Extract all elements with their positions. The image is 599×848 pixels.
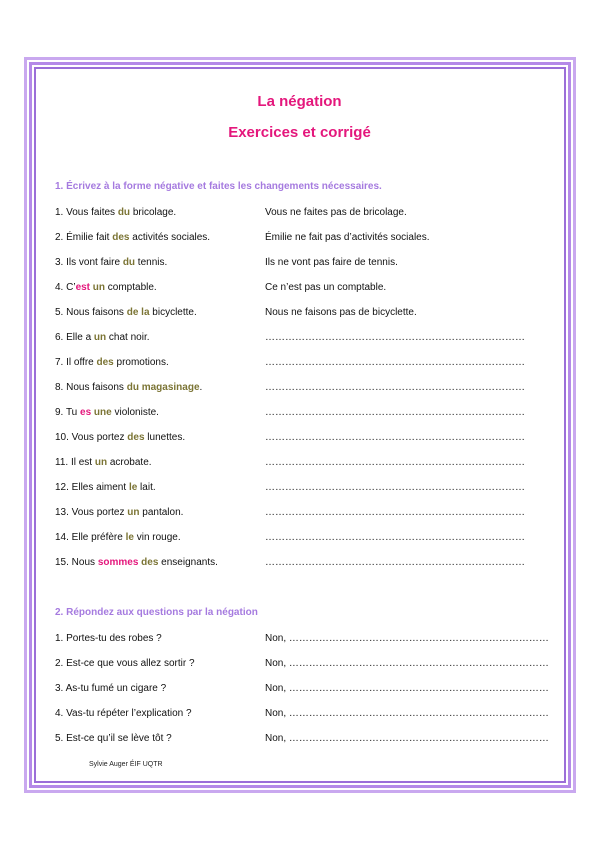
answer-blank: …………………………………………………………………… [265,482,525,493]
exercise-2-row [55,682,549,696]
page-subtitle: Exercices et corrigé [228,124,371,141]
exercise-1-sentence [55,306,197,320]
sentence-text: 15. Nous [55,557,98,568]
highlighted-word: le [128,482,138,493]
exercise-1-row [55,506,535,520]
sentence-text: 9. Tu [55,407,81,418]
exercise-1-row [55,406,535,420]
exercise-1-sentence [55,206,176,220]
highlighted-word: une [93,407,112,418]
answer-blank: …………………………………………………………………… [265,407,525,418]
sentence-text: 5. Nous faisons [55,307,127,318]
sentence-text: violoniste. [111,407,159,418]
highlighted-word: du [117,207,131,218]
sentence-text: activités sociales. [129,232,211,243]
footer-credit: Sylvie Auger ÉIF UQTR [89,761,163,768]
sentence-text: bricolage. [130,207,177,218]
sentence-text: lait. [137,482,156,493]
exercise-1-sentence [55,256,167,270]
exercise-2-question: 1. Portes-tu des robes ? [55,633,162,644]
exercise-1-row [55,556,535,570]
sentence-text: bicyclette. [149,307,197,318]
highlighted-word: le [125,532,134,543]
exercise-2-row [55,657,549,671]
sentence-text: chat noir. [106,332,150,343]
highlighted-word: un [93,332,107,343]
highlighted-word: des [141,557,159,568]
sentence-text: 13. Vous portez [55,507,128,518]
sentence-text: 1. Vous faites [55,207,118,218]
sentence-text: 3. Ils vont faire [55,257,123,268]
highlighted-word: des [96,357,114,368]
sentence-text: 2. Émilie fait [55,232,113,243]
sentence-text: 12. Elles aiment [55,482,129,493]
sentence-text: promotions. [113,357,169,368]
exercise-1-answer: Vous ne faites pas de bricolage. [265,207,407,218]
answer-blank: Non, …………………………………………………………………… [265,658,549,669]
exercise-1-row [55,306,535,320]
sentence-text: 7. Il offre [55,357,97,368]
highlighted-word: du magasinage [126,382,200,393]
sentence-text: 4. C’ [55,282,76,293]
exercise-1-row [55,356,535,370]
sentence-text: enseignants. [158,557,218,568]
exercise-1-sentence [55,431,185,445]
answer-blank: Non, …………………………………………………………………… [265,683,549,694]
sentence-text: 10. Vous portez [55,432,128,443]
answer-blank: …………………………………………………………………… [265,532,525,543]
answer-blank: …………………………………………………………………… [265,507,525,518]
highlighted-word: es [80,407,92,418]
exercise-1-row [55,206,535,220]
answer-blank: …………………………………………………………………… [265,457,525,468]
highlighted-word: de la [126,307,150,318]
sentence-text: 6. Elle a [55,332,94,343]
highlighted-word: des [112,232,130,243]
exercise-2-row [55,732,549,746]
sentence-text: vin rouge. [133,532,181,543]
exercise-1-sentence [55,556,218,570]
sentence-text: 14. Elle préfère [55,532,126,543]
sentence-text: 8. Nous faisons [55,382,127,393]
highlighted-word: un [127,507,140,518]
answer-blank: Non, …………………………………………………………………… [265,733,549,744]
answer-blank: …………………………………………………………………… [265,557,525,568]
exercise-2-row [55,707,549,721]
exercise-1-sentence [55,331,150,345]
page-border-inner [34,67,566,783]
answer-blank: Non, …………………………………………………………………… [265,633,549,644]
exercise-2-question: 5. Est-ce qu’il se lève tôt ? [55,733,172,744]
highlighted-word: du [122,257,136,268]
exercise-1-sentence [55,281,157,295]
sentence-text: pantalon. [139,507,184,518]
exercise-1-row [55,256,535,270]
exercise-1-answer: Ils ne vont pas faire de tennis. [265,257,398,268]
sentence-text: 11. Il est [55,457,95,468]
sentence-text: comptable. [105,282,157,293]
sentence-text: tennis. [135,257,168,268]
exercise-1-answer: Nous ne faisons pas de bicyclette. [265,307,417,318]
sentence-text: lunettes. [144,432,186,443]
sentence-text: acrobate. [107,457,152,468]
sentence-text: . [199,382,203,393]
highlighted-word: des [127,432,145,443]
exercise-1-sentence [55,531,181,545]
exercise-1-answer: Ce n’est pas un comptable. [265,282,387,293]
exercise-1-row [55,431,535,445]
exercise-1-row [55,531,535,545]
answer-blank: Non, …………………………………………………………………… [265,708,549,719]
answer-blank: …………………………………………………………………… [265,357,525,368]
section-2-heading: 2. Répondez aux questions par la négation [55,607,258,618]
exercise-1-row [55,281,535,295]
highlighted-word: un [92,282,106,293]
exercise-1-sentence [55,481,156,495]
exercise-2-row [55,632,549,646]
exercise-1-row [55,456,535,470]
exercise-2-question: 3. As-tu fumé un cigare ? [55,683,167,694]
exercise-2-question: 4. Vas-tu répéter l’explication ? [55,708,192,719]
exercise-1-sentence [55,506,183,520]
highlighted-word: sommes [97,557,139,568]
exercise-1-row [55,331,535,345]
page-title: La négation [257,93,342,110]
highlighted-word: est [75,282,91,293]
exercise-1-sentence [55,231,210,245]
exercise-1-sentence [55,406,159,420]
answer-blank: …………………………………………………………………… [265,332,525,343]
exercise-1-row [55,381,535,395]
exercise-1-row [55,231,535,245]
exercise-1-sentence [55,381,202,395]
exercise-2-question: 2. Est-ce que vous allez sortir ? [55,658,195,669]
exercise-1-sentence [55,456,152,470]
highlighted-word: un [94,457,108,468]
answer-blank: …………………………………………………………………… [265,382,525,393]
answer-blank: …………………………………………………………………… [265,432,525,443]
exercise-1-answer: Émilie ne fait pas d’activités sociales. [265,232,430,243]
exercise-1-row [55,481,535,495]
section-1-heading: 1. Écrivez à la forme négative et faites les changements nécessaires. [55,181,382,192]
exercise-1-sentence [55,356,169,370]
